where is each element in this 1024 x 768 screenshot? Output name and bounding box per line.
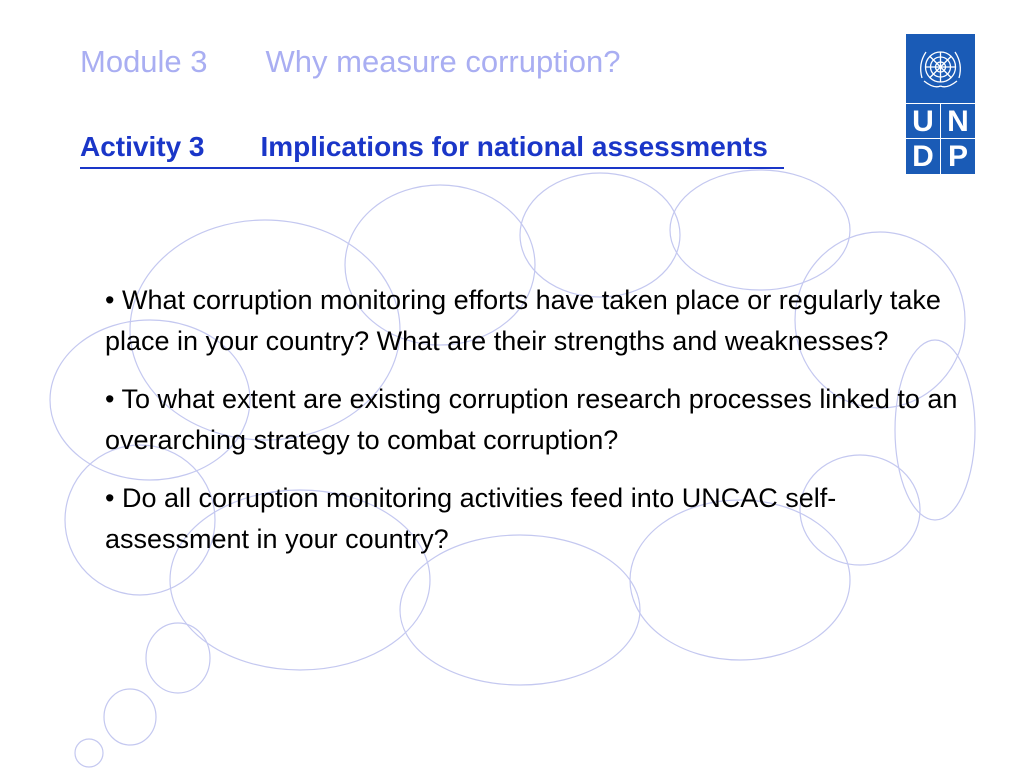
- module-title: Why measure corruption?: [265, 44, 621, 79]
- logo-letter-d: D: [912, 140, 934, 173]
- thought-bubble-large: [146, 623, 210, 693]
- logo-letter-n: N: [947, 105, 969, 138]
- undp-logo: [906, 34, 975, 174]
- question-list: [105, 280, 975, 577]
- un-emblem-icon: [906, 34, 975, 103]
- activity-label: Activity 3: [80, 131, 205, 162]
- activity-title: Implications for national assessments: [260, 131, 768, 162]
- logo-letter-p: P: [947, 140, 968, 173]
- cloud-puff-top-center: [520, 173, 680, 297]
- question-item: • Do all corruption monitoring activities feed into UNCAC self-assessment in your country?: [105, 483, 837, 554]
- module-heading: [80, 42, 620, 82]
- module-label: Module 3: [80, 44, 208, 79]
- question-item: • To what extent are existing corruption research processes linked to an overarching strategy to combat corruption?: [105, 384, 958, 455]
- activity-heading: [80, 128, 780, 166]
- thought-bubble-small: [75, 739, 103, 767]
- logo-letter-u: U: [912, 105, 934, 138]
- heading-underline: [80, 167, 784, 169]
- question-item: • What corruption monitoring efforts have taken place or regularly take place in your country? What are their strengths and weaknesses?: [105, 285, 941, 356]
- thought-bubble-medium: [104, 689, 156, 745]
- cloud-puff-top-right: [670, 170, 850, 290]
